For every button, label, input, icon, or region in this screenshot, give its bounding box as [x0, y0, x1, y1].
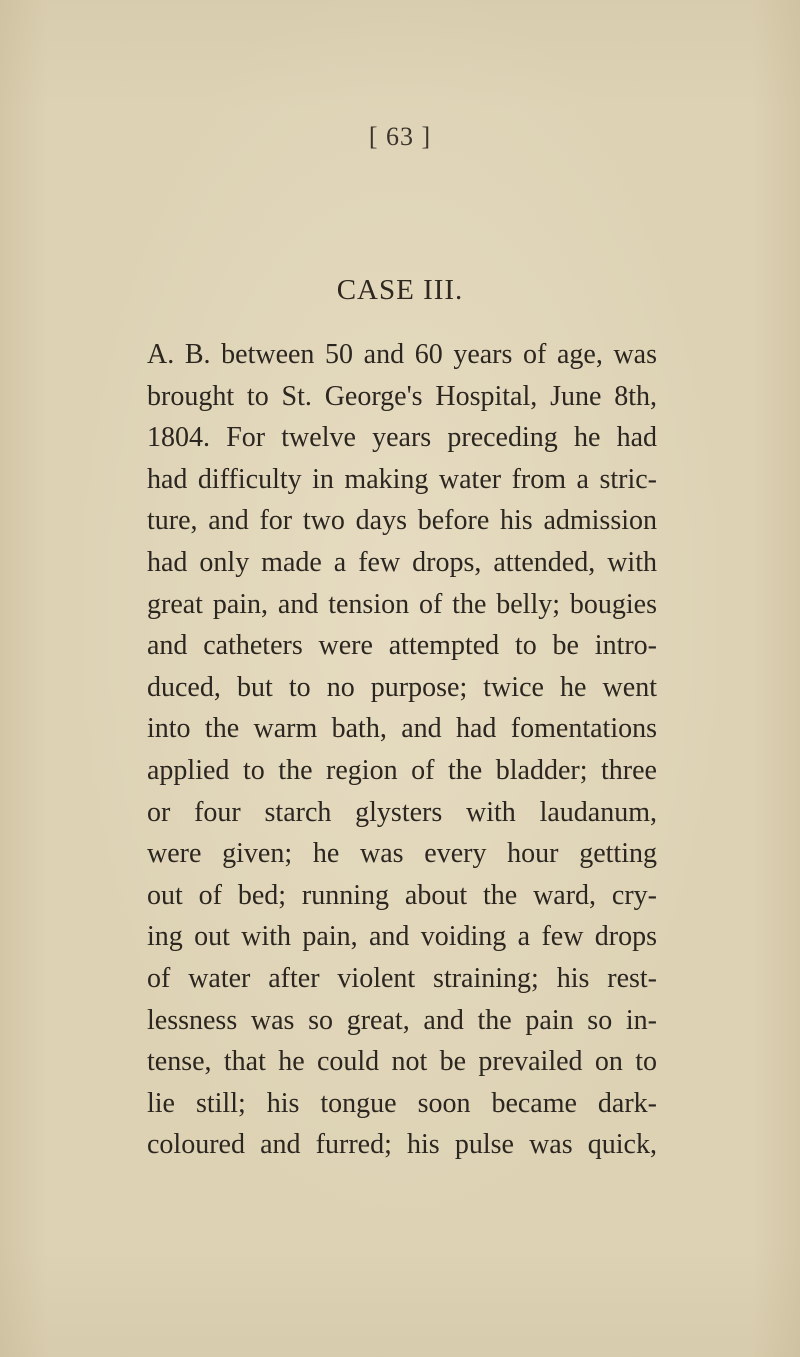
text-line: ing out with pain, and voiding a few drops: [147, 921, 657, 953]
text-line: out of bed; running about the ward, cry-: [147, 879, 657, 911]
text-line: had only made a few drops, attended, with: [147, 546, 657, 578]
text-line: A. B. between 50 and 60 years of age, was: [147, 339, 657, 370]
text-line: duced, but to no purpose; twice he went: [147, 671, 657, 703]
text-line: lie still; his tongue soon became dark-: [147, 1087, 657, 1119]
text-line: ture, and for two days before his admission: [147, 505, 657, 537]
case-heading: CASE III.: [336, 274, 464, 306]
page-number: [ 63 ]: [368, 122, 432, 151]
text-line: coloured and furred; his pulse was quick,: [147, 1129, 657, 1161]
text-line: of water after violent straining; his rest-: [147, 962, 657, 994]
text-line: great pain, and tension of the belly; bougies: [147, 588, 657, 620]
body-text: [147, 334, 657, 1166]
text-line: into the warm bath, and had fomentations: [147, 713, 657, 745]
text-line: lessness was so great, and the pain so in-: [147, 1004, 657, 1036]
text-line: 1804. For twelve years preceding he had: [147, 422, 657, 454]
text-line: brought to St. George's Hospital, June 8th,: [147, 380, 657, 412]
text-line: were given; he was every hour getting: [147, 838, 657, 870]
text-line: and catheters were attempted to be intro-: [147, 630, 657, 662]
text-line: or four starch glysters with laudanum,: [147, 796, 657, 828]
text-line: had difficulty in making water from a stric-: [147, 463, 657, 495]
text-line: applied to the region of the bladder; three: [147, 754, 657, 786]
text-line: tense, that he could not be prevailed on to: [147, 1046, 657, 1078]
